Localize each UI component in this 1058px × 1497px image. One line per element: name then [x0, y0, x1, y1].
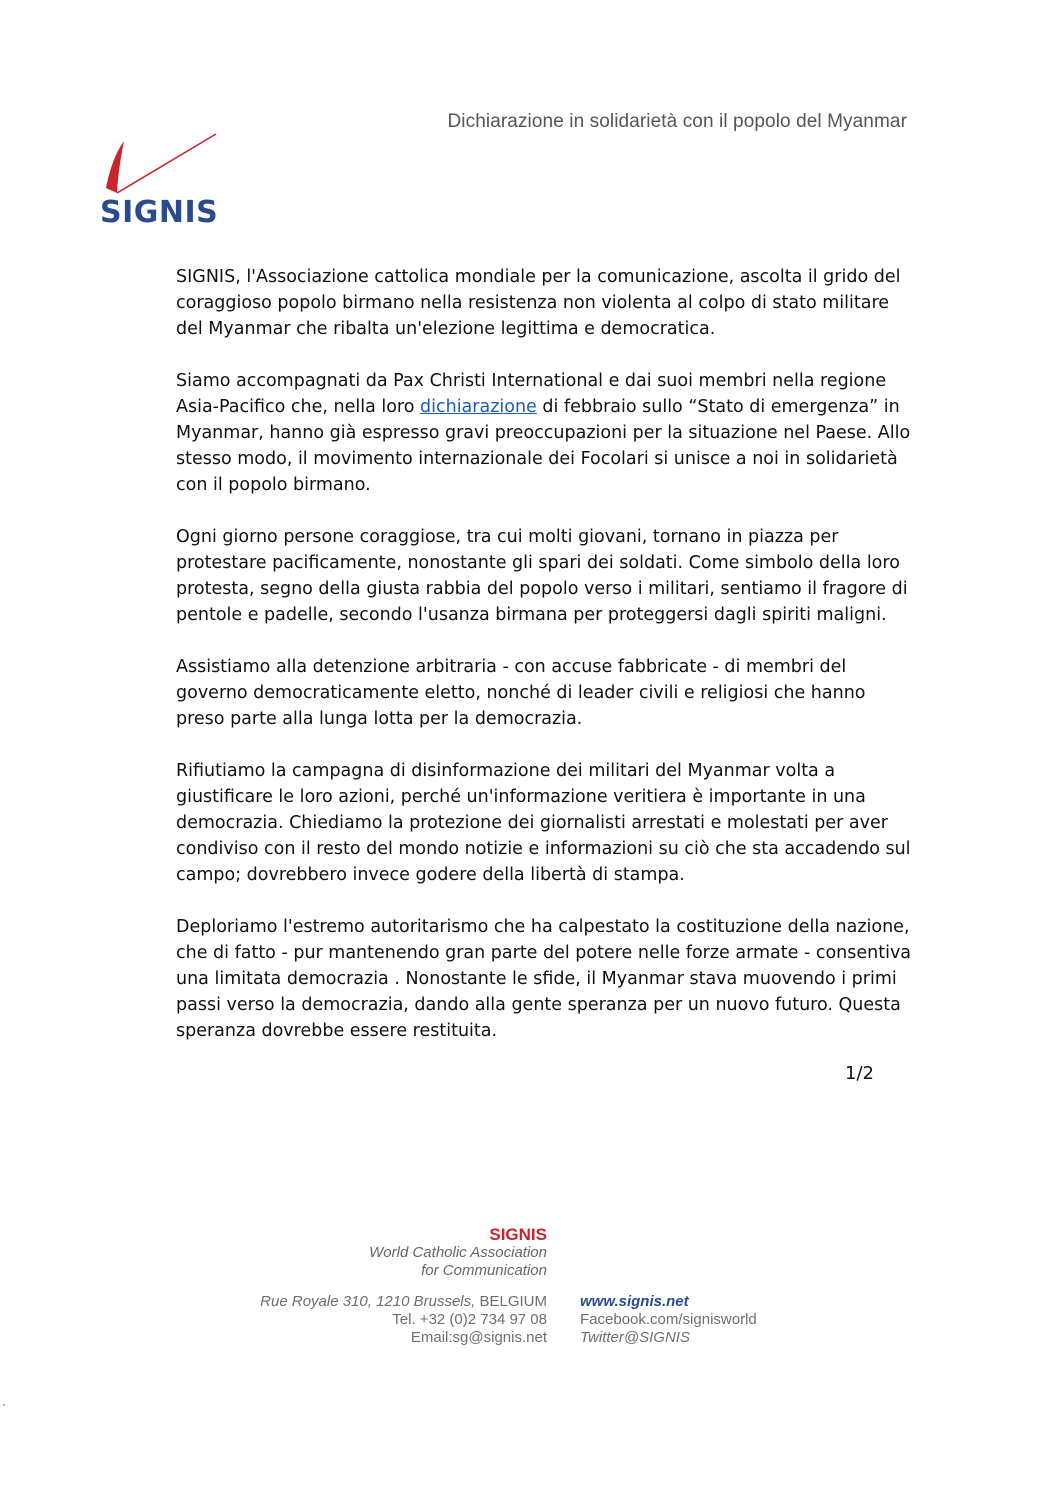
document-header-title: Dichiarazione in solidarietà con il popolo del Myanmar: [447, 111, 907, 132]
signis-logo: [100, 133, 230, 233]
footer-org-tagline-2: for Communication: [421, 1262, 547, 1279]
letter-body: [176, 264, 912, 1070]
footer-org-name: SIGNIS: [489, 1225, 547, 1244]
text-line: Ogni giorno persone coraggiose, tra cui molti giovani, tornano in piazza per: [176, 527, 839, 547]
text-fragment: di febbraio sullo “Stato di emergenza” in: [536, 397, 900, 417]
paragraph-2: [176, 368, 911, 498]
footer-web-links: [580, 1293, 840, 1347]
footer-website-link[interactable]: www.signis.net: [580, 1293, 689, 1310]
text-line: Assistiamo alla detenzione arbitraria - con accuse fabbricate - di membri del: [176, 657, 847, 677]
text-line: speranza dovrebbe essere restituita.: [176, 1021, 498, 1041]
footer-country: BELGIUM: [475, 1293, 547, 1310]
text-line: del Myanmar che ribalta un'elezione legittima e democratica.: [176, 319, 716, 339]
text-line: passi verso la democrazia, dando alla gente speranza per un nuovo futuro. Questa: [176, 995, 901, 1015]
footer-organization: [300, 1226, 547, 1280]
paragraph-4: [176, 654, 906, 732]
dichiarazione-link[interactable]: dichiarazione: [420, 397, 537, 417]
text-line: stesso modo, il movimento internazionale dei Focolari si unisce a noi in solidarietà: [176, 449, 898, 469]
text-line: governo democraticamente eletto, nonché di leader civili e religiosi che hanno: [176, 683, 866, 703]
paragraph-6: [176, 914, 912, 1044]
footer-org-tagline-1: World Catholic Association: [369, 1244, 547, 1261]
text-line: Siamo accompagnati da Pax Christi International e dai suoi membri nella regione: [176, 371, 887, 391]
text-line: democrazia. Chiediamo la protezione dei giornalisti arrestati e molestati per aver: [176, 813, 888, 833]
signis-logo-mark-icon: [100, 133, 230, 203]
footer-street: Rue Royale 310, 1210 Brussels,: [260, 1293, 476, 1310]
text-fragment: Asia-Pacifico che, nella loro: [176, 397, 421, 417]
footer-email[interactable]: Email:sg@signis.net: [410, 1329, 547, 1346]
scan-mark: [3, 1404, 5, 1406]
footer-address: [200, 1293, 547, 1347]
signis-logo-text: SIGNIS: [100, 195, 219, 230]
text-line: protesta, segno della giusta rabbia del popolo verso i militari, sentiamo il fragore di: [176, 579, 908, 599]
footer-phone: Tel. +32 (0)2 734 97 08: [392, 1311, 547, 1328]
text-line: pentole e padelle, secondo l'usanza birmana per proteggersi dagli spiriti maligni.: [176, 605, 887, 625]
page-number: 1/2: [845, 1063, 874, 1084]
text-line: [176, 394, 906, 420]
text-line: campo; dovrebbero invece godere della libertà di stampa.: [176, 865, 685, 885]
footer-facebook-link[interactable]: Facebook.com/signisworld: [580, 1311, 757, 1328]
text-line: con il popolo birmano.: [176, 475, 371, 495]
text-line: Rifiutiamo la campagna di disinformazione dei militari del Myanmar volta a: [176, 761, 836, 781]
footer-twitter-link[interactable]: Twitter@SIGNIS: [580, 1329, 690, 1346]
text-line: condiviso con il resto del mondo notizie e informazioni su ciò che sta accadendo sul: [176, 839, 911, 859]
text-line: giustificare le loro azioni, perché un'informazione veritiera è importante in una: [176, 787, 866, 807]
paragraph-3: [176, 524, 906, 628]
paragraph-1: [176, 264, 906, 342]
text-line: che di fatto - pur mantenendo gran parte del potere nelle forze armate - consentiva: [176, 943, 912, 963]
paragraph-5: [176, 758, 911, 888]
footer-address-line: [200, 1293, 547, 1311]
text-line: SIGNIS, l'Associazione cattolica mondiale per la comunicazione, ascolta il grido del: [176, 267, 901, 287]
text-line: Deploriamo l'estremo autoritarismo che ha calpestato la costituzione della nazione,: [176, 917, 910, 937]
text-line: preso parte alla lunga lotta per la democrazia.: [176, 709, 583, 729]
text-line: coraggioso popolo birmano nella resistenza non violenta al colpo di stato militare: [176, 293, 890, 313]
text-line: protestare pacificamente, nonostante gli spari dei soldati. Come simbolo della loro: [176, 553, 900, 573]
text-line: una limitata democrazia . Nonostante le sfide, il Myanmar stava muovendo i primi: [176, 969, 897, 989]
text-line: Myanmar, hanno già espresso gravi preoccupazioni per la situazione nel Paese. Allo: [176, 423, 911, 443]
